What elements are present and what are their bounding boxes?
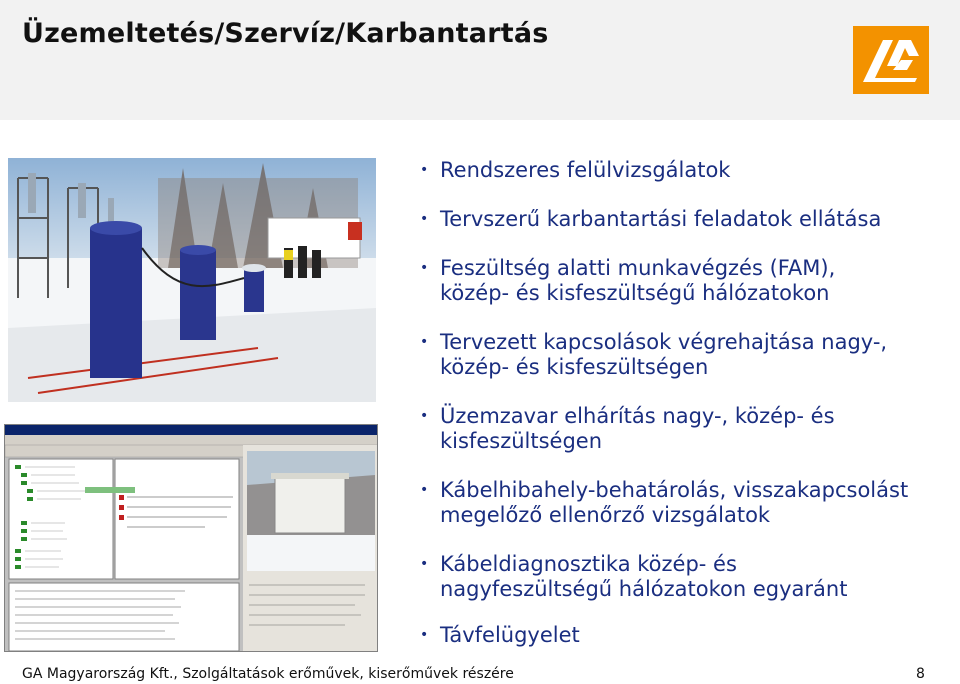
ga-logo-icon: [853, 26, 929, 94]
bullet-item: • Tervezett kapcsolások végrehajtása nagy-, közép- és kisfeszültségen: [420, 330, 888, 379]
footer-company: GA Magyarország Kft., Szolgáltatások erőművek, kiserőművek részére: [22, 666, 514, 682]
bullet-dot-icon: •: [420, 334, 429, 350]
bullet-item: • Kábelhibahely-behatárolás, visszakapcsolást megelőző ellenőrző vizsgálatok: [420, 478, 909, 527]
bullet-dot-icon: •: [420, 482, 429, 498]
bullet-item: • Feszültség alatti munkavégzés (FAM), közép- és kisfeszültségű hálózatokon: [420, 256, 836, 305]
bullet-item: • Tervszerű karbantartási feladatok ellátása: [420, 207, 882, 231]
bullet-dot-icon: •: [420, 627, 429, 643]
slide-title: Üzemeltetés/Szervíz/Karbantartás: [22, 18, 549, 49]
bullet-dot-icon: •: [420, 211, 429, 227]
bullet-item: • Rendszeres felülvizsgálatok: [420, 158, 731, 182]
slide-footer: [0, 664, 960, 684]
bullet-dot-icon: •: [420, 162, 429, 178]
page-number: 8: [916, 666, 925, 682]
bullet-dot-icon: •: [420, 556, 429, 572]
slide-header: [0, 0, 960, 120]
bullet-item: • Távfelügyelet: [420, 623, 580, 647]
bullet-dot-icon: •: [420, 408, 429, 424]
bullet-dot-icon: •: [420, 260, 429, 276]
bullet-item: • Üzemzavar elhárítás nagy-, közép- és kisfeszültségen: [420, 404, 835, 453]
monitoring-software-screenshot: [4, 424, 378, 652]
ga-logo: [853, 26, 929, 94]
bullet-item: • Kábeldiagnosztika közép- és nagyfeszültségű hálózatokon egyaránt: [420, 552, 848, 601]
substation-photo: [8, 158, 376, 402]
